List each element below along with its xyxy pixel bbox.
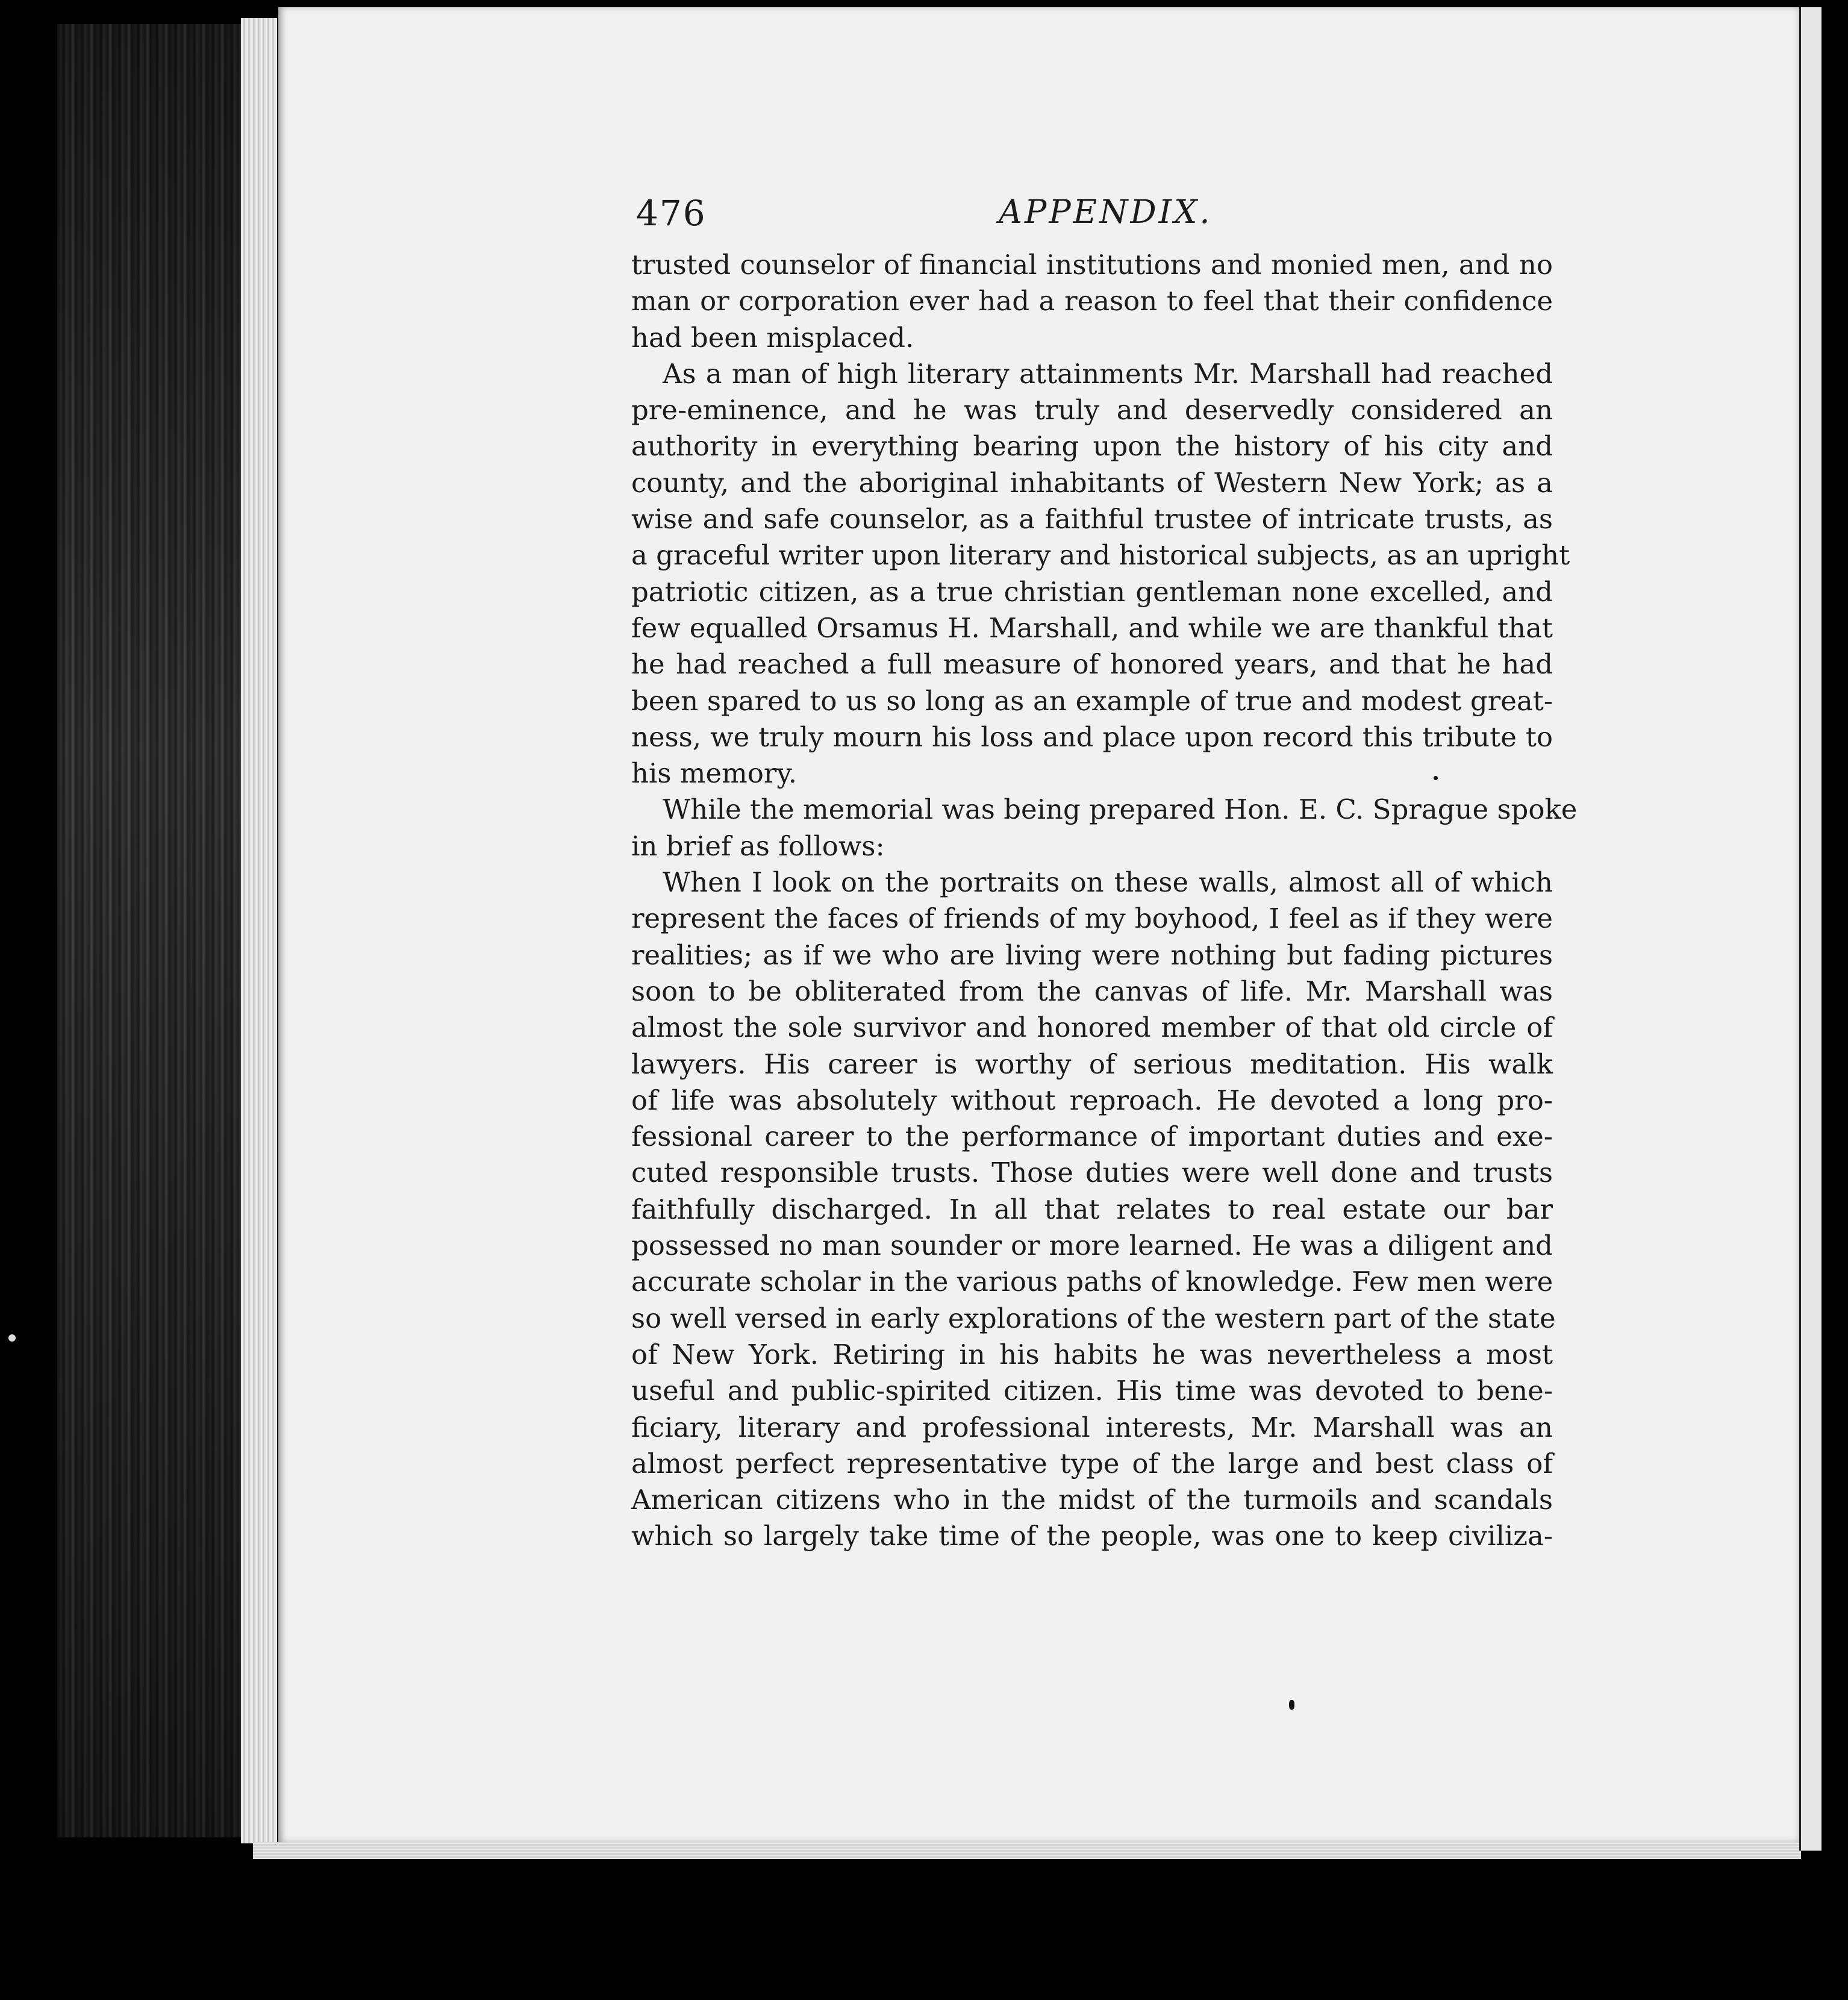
running-head xyxy=(631,193,1553,247)
text-line: few equalled Orsamus H. Marshall, and while we are thankful that xyxy=(631,611,1553,644)
text-line: of New York. Retiring in his habits he was nevertheless a most xyxy=(631,1338,1553,1370)
text-line: American citizens who in the midst of the turmoils and scandals xyxy=(631,1484,1553,1516)
text-line: so well versed in early explorations of the western part of the state xyxy=(631,1302,1556,1334)
text-line: of life was absolutely without reproach. He devoted a long pro- xyxy=(631,1084,1553,1116)
text-line: trusted counselor of financial institutions and monied men, and no xyxy=(631,249,1553,281)
text-line: soon to be obliterated from the canvas of life. Mr. Marshall was xyxy=(631,975,1553,1007)
paragraph-3 xyxy=(631,792,1578,864)
text-line: As a man of high literary attainments Mr. Marshall had reached xyxy=(663,357,1553,390)
text-line: represent the faces of friends of my boyhood, I feel as if they were xyxy=(631,902,1553,935)
text-line: While the memorial was being prepared Hon. E. C. Sprague spoke xyxy=(663,793,1578,826)
text-line: county, and the aboriginal inhabitants of Western New York; as a xyxy=(631,466,1553,499)
text-line: his memory. xyxy=(631,757,798,790)
text-line: cuted responsible trusts. Those duties were well done and trusts xyxy=(631,1157,1553,1189)
text-line: had been misplaced. xyxy=(631,321,914,354)
facing-page-edge xyxy=(1799,7,1821,1851)
text-line: pre-eminence, and he was truly and deservedly considered an xyxy=(631,394,1553,427)
text-line: man or corporation ever had a reason to feel that their confidence xyxy=(631,285,1553,317)
page-stack-edge xyxy=(241,18,277,1843)
text-line: wise and safe counselor, as a faithful trustee of intricate trusts, as xyxy=(631,503,1553,536)
text-line: ness, we truly mourn his loss and place upon record this tribute to xyxy=(631,720,1553,753)
page-bottom-edge xyxy=(253,1842,1801,1859)
text-line: When I look on the portraits on these walls, almost all of which xyxy=(663,866,1553,899)
book-fore-edge xyxy=(57,24,256,1837)
running-title: APPENDIX. xyxy=(999,193,1213,231)
paragraph-4 xyxy=(631,864,1556,1555)
text-line: possessed no man sounder or more learned. He was a diligent and xyxy=(631,1230,1553,1262)
text-line: a graceful writer upon literary and historical subjects, as an upright xyxy=(631,539,1570,572)
text-line: useful and public-spirited citizen. His time was devoted to bene- xyxy=(631,1375,1553,1407)
text-line: fessional career to the performance of important duties and exe- xyxy=(631,1120,1553,1153)
text-line: authority in everything bearing upon the history of his city and xyxy=(631,430,1553,463)
text-line: faithfully discharged. In all that relates to real estate our bar xyxy=(631,1193,1553,1225)
text-line: been spared to us so long as an example of true and modest great- xyxy=(631,684,1553,717)
text-line: he had reached a full measure of honored years, and that he had xyxy=(631,648,1553,681)
scan-speck xyxy=(1289,1700,1294,1710)
text-line: lawyers. His career is worthy of serious meditation. His walk xyxy=(631,1048,1553,1080)
text-line: patriotic citizen, as a true christian gentleman none excelled, and xyxy=(631,575,1553,608)
page-number: 476 xyxy=(636,193,707,234)
paragraph-2 xyxy=(631,356,1570,792)
text-line: ficiary, literary and professional interests, Mr. Marshall was an xyxy=(631,1411,1553,1443)
text-line: almost perfect representative type of the large and best class of xyxy=(631,1447,1553,1480)
paragraph-1 xyxy=(631,247,1553,356)
text-line: which so largely take time of the people, was one to keep civiliza- xyxy=(631,1520,1553,1552)
text-line: in brief as follows: xyxy=(631,830,885,862)
text-line: almost the sole survivor and honored member of that old circle of xyxy=(631,1011,1553,1044)
scan-speck xyxy=(8,1334,16,1342)
text-line: realities; as if we who are living were nothing but fading pictures xyxy=(631,939,1553,971)
text-line: accurate scholar in the various paths of knowledge. Few men were xyxy=(631,1266,1553,1298)
text-block xyxy=(631,193,1578,1555)
